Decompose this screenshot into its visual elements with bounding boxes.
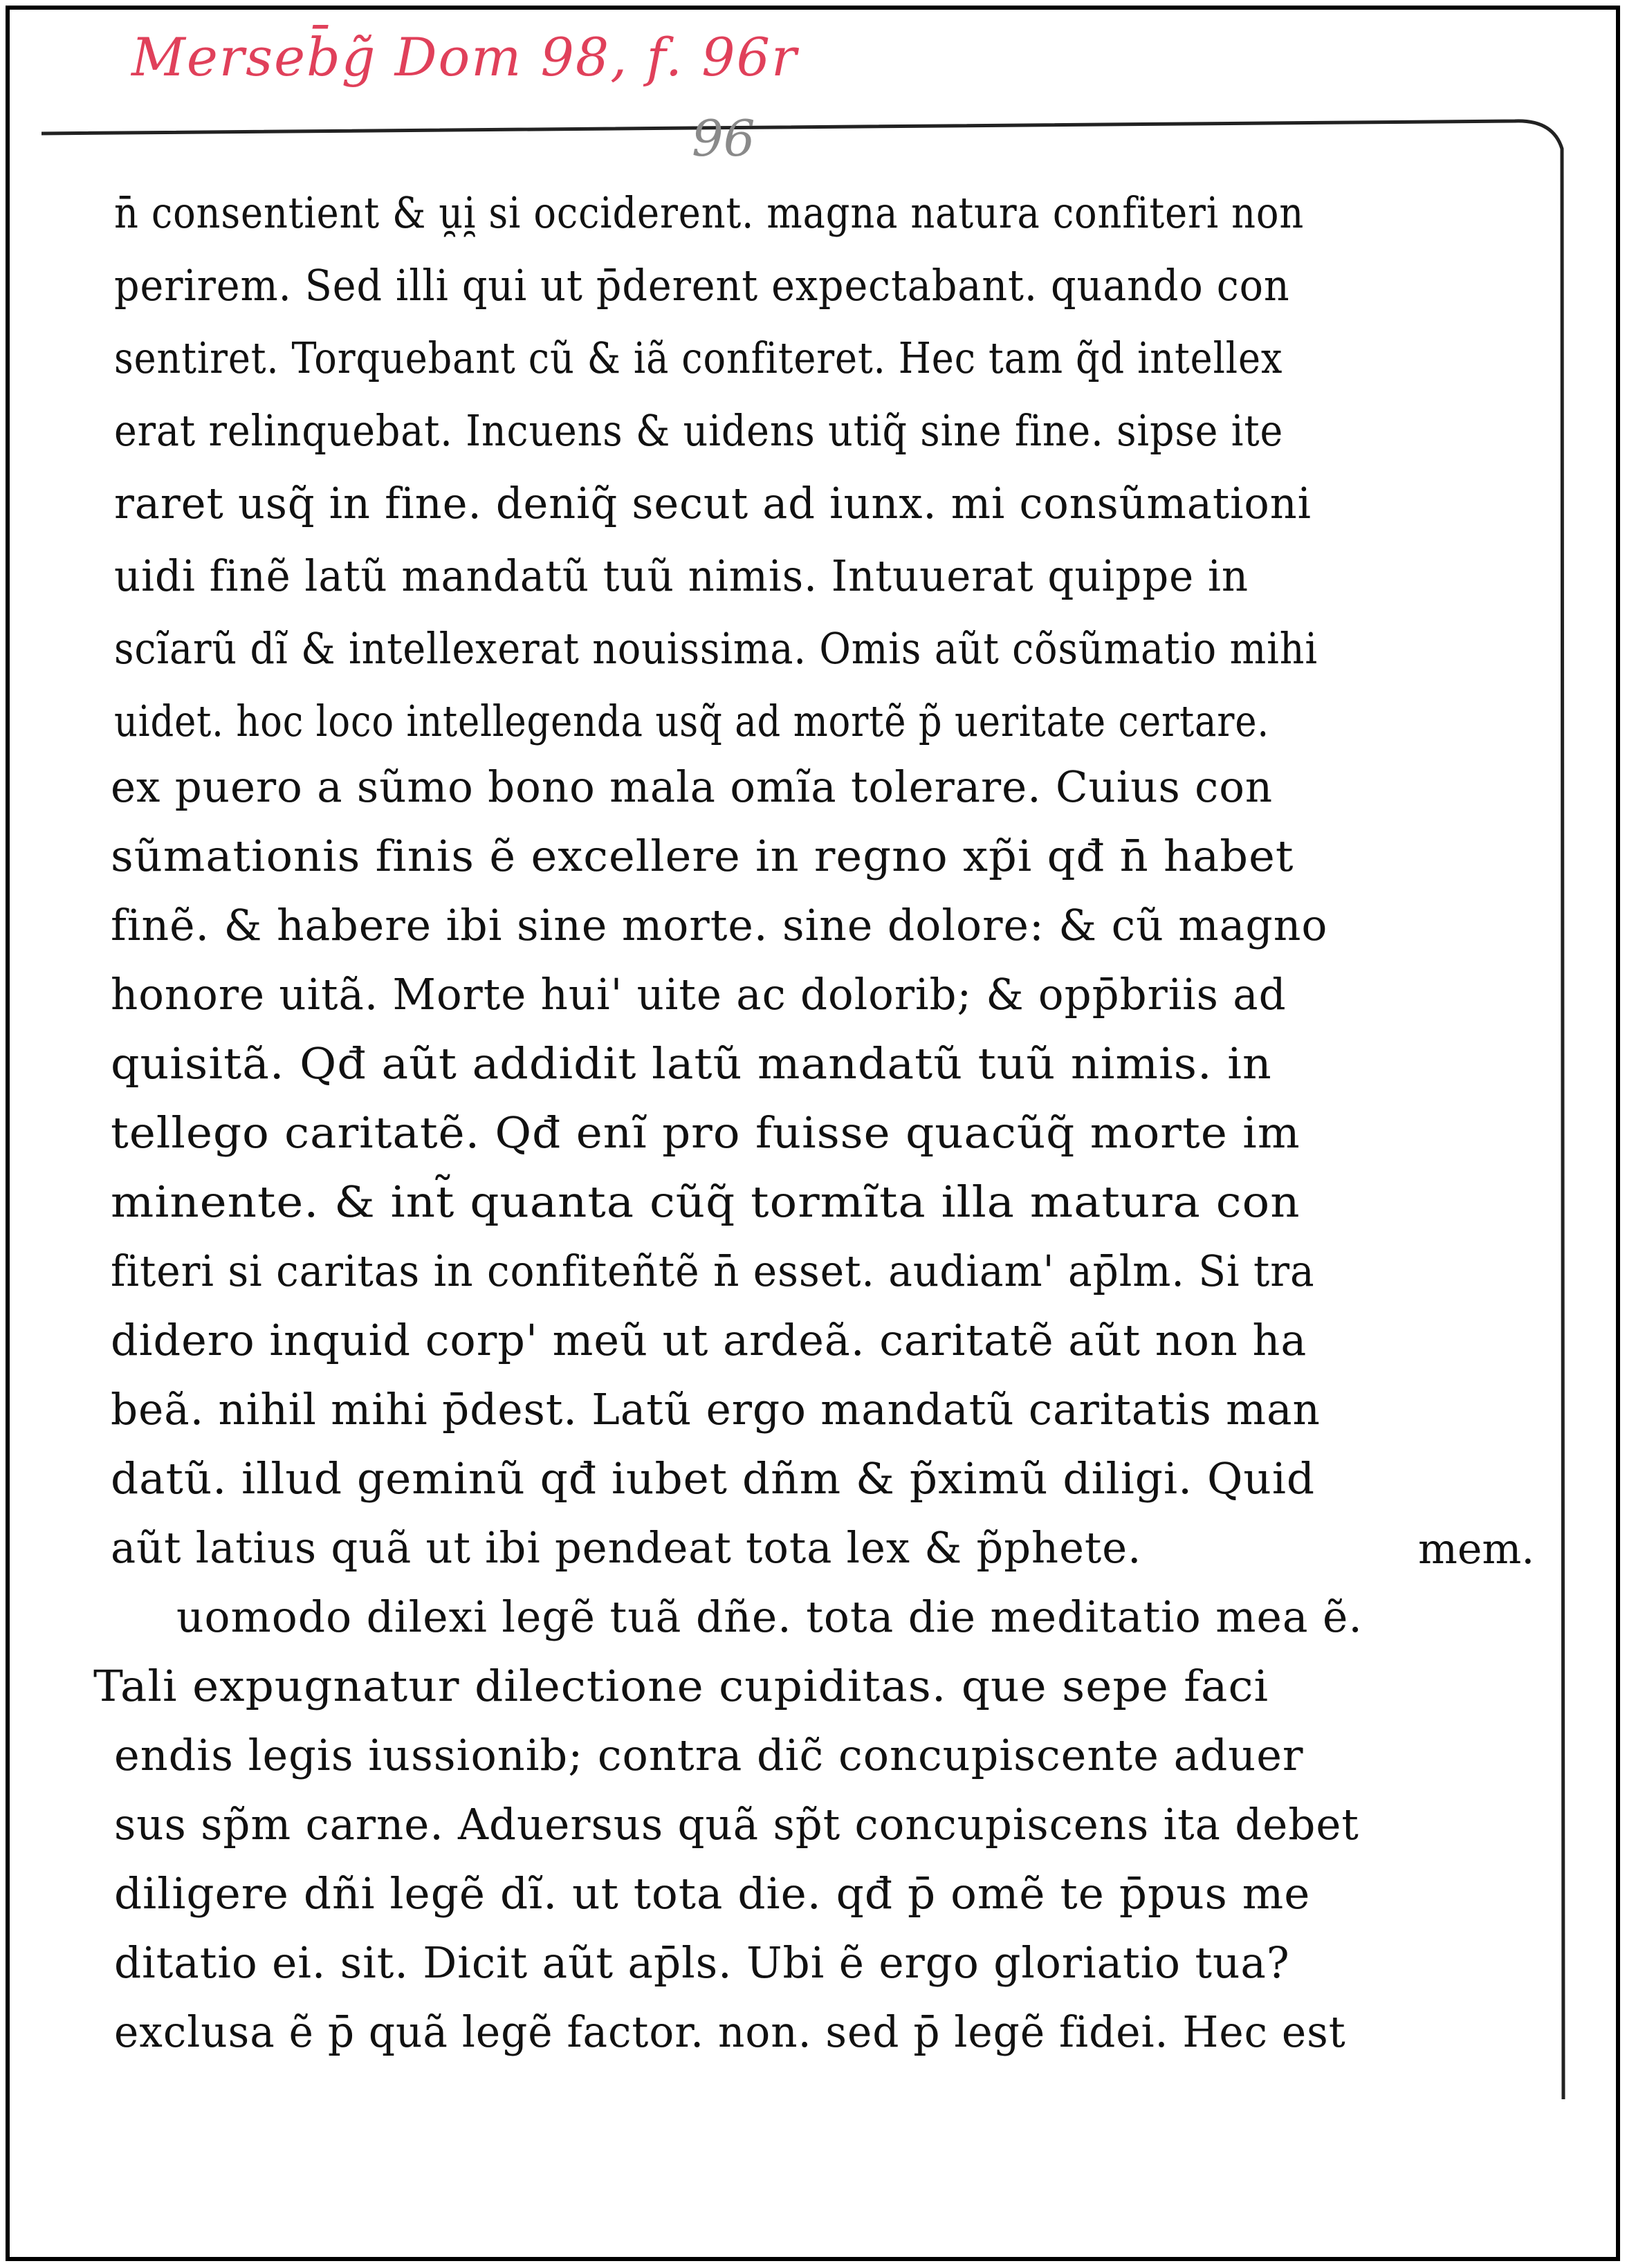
text-line: quisitã. Qđ aũt addidit latũ mandatũ tuũ nimis. in (111, 1038, 1272, 1089)
text-line: raret usq̃ in fine. deniq̃ secut ad iunx. mi consũmationi (114, 478, 1312, 528)
text-line: sũmationis finis ẽ excellere in regno xp̃i qđ n̄ habet (111, 831, 1294, 881)
text-line: ex puero a sũmo bono mala omĩa tolerare. Cuius con (111, 762, 1274, 812)
text-line: uomodo dilexi legẽ tuã dñe. tota die meditatio mea ẽ. (176, 1592, 1363, 1642)
margin-note: mem. (1418, 1525, 1535, 1574)
text-line: endis legis iussionib; contra dic̃ concupiscente aduer (114, 1730, 1304, 1780)
text-line: scĩarũ dĩ & intellexerat nouissima. Omis aũt cõsũmatio mihi (114, 623, 1318, 674)
text-line: exclusa ẽ p̄ quã legẽ factor. non. sed p̄ legẽ fidei. Hec est (114, 2007, 1346, 2057)
shelfmark-annotation: Merseb̄g̃ Dom 98, f. 96r (131, 26, 798, 88)
text-line: finẽ. & habere ibi sine morte. sine dolore: & cũ magno (111, 900, 1328, 950)
text-line: minente. & int̃ quanta cũq̃ tormĩta illa matura con (111, 1177, 1300, 1227)
text-line: aũt latius quã ut ibi pendeat tota lex & p̃phete. (111, 1522, 1142, 1573)
text-line: beã. nihil mihi p̄dest. Latũ ergo mandatũ caritatis man (111, 1384, 1321, 1435)
text-line: fiteri si caritas in confiteñtẽ n̄ esset. audiam' ap̄lm. Si tra (111, 1246, 1315, 1296)
text-line: n̄ consentient & u̯i̯ si occiderent. magna natura confiteri non (114, 187, 1305, 238)
text-line: Tali expugnatur dilectione cupiditas. que sepe faci (93, 1661, 1269, 1711)
text-line: tellego caritatẽ. Qđ enĩ pro fuisse quacũq̃ morte im (111, 1107, 1300, 1158)
text-line: sus sp̃m carne. Aduersus quã sp̃t concupiscens ita debet (114, 1799, 1359, 1850)
text-line: uidet. hoc loco intellegenda usq̃ ad mortẽ p̃ ueritate certare. (114, 696, 1269, 746)
text-line: honore uitã. Morte hui' uite ac dolorib; & opp̄briis ad (111, 969, 1287, 1020)
text-line: ditatio ei. sit. Dicit aũt ap̄ls. Ubi ẽ ergo gloriatio tua? (114, 1937, 1290, 1988)
text-line: datũ. illud geminũ qđ iubet dñm & p̃ximũ diligi. Quid (111, 1453, 1316, 1504)
text-line: didero inquid corp' meũ ut ardeã. caritatẽ aũt non ha (111, 1315, 1307, 1365)
text-line: diligere dñi legẽ dĩ. ut tota die. qđ p̄ omẽ te p̄pus me (114, 1868, 1311, 1919)
text-line: uidi finẽ latũ mandatũ tuũ nimis. Intuuerat quippe in (114, 551, 1249, 601)
text-line: sentiret. Torquebant cũ & iã confiteret. Hec tam q̃d intellex (114, 333, 1283, 383)
folio-number: 96 (692, 109, 755, 167)
text-line: perirem. Sed illi qui ut p̄derent expectabant. quando con (114, 260, 1290, 311)
text-line: erat relinquebat. Incuens & uidens utiq̃ sine fine. sipse ite (114, 405, 1284, 456)
